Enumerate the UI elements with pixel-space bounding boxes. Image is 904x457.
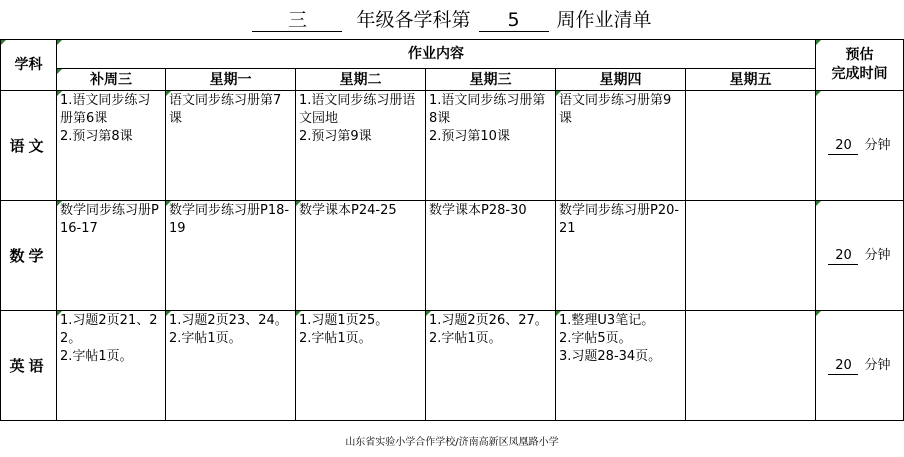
homework-cell <box>426 91 556 201</box>
homework-line: 数学课本P24-25 <box>299 203 397 218</box>
homework-table <box>0 39 904 421</box>
homework-line: 1.习题1页25。 <box>299 313 389 328</box>
estimate-minutes: 20 <box>828 248 858 265</box>
subject-label: 语文 <box>1 91 57 201</box>
homework-cell <box>556 201 686 311</box>
homework-line: 1.语文同步练习册语文园地 <box>299 93 416 126</box>
homework-line: 1.习题2页26、27。 <box>429 313 548 328</box>
estimate-minutes: 20 <box>828 358 858 375</box>
homework-line: 语文同步练习册第7课 <box>169 93 282 126</box>
homework-line: 2.字帖5页。 <box>559 331 632 346</box>
homework-line: 数学同步练习册P18-19 <box>169 203 290 236</box>
homework-line: 2.预习第10课 <box>429 129 510 144</box>
sheet-title <box>0 6 904 34</box>
homework-cell <box>556 311 686 421</box>
week-value: 5 <box>479 9 549 32</box>
homework-cell-empty <box>686 201 816 311</box>
homework-line: 1.语文同步练习册第6课 <box>60 93 151 126</box>
subject-label: 英语 <box>1 311 57 421</box>
homework-cell <box>166 201 296 311</box>
title-text-grade: 年级各学科第 <box>356 9 471 31</box>
header-subject: 学科 <box>1 40 57 91</box>
title-text-week: 周作业清单 <box>556 9 652 31</box>
homework-line: 2.字帖1页。 <box>299 331 372 346</box>
estimate-cell <box>816 201 904 311</box>
day-header: 星期一 <box>166 69 296 91</box>
estimate-unit: 分钟 <box>864 357 891 373</box>
homework-line: 2.预习第9课 <box>299 129 372 144</box>
homework-line: 1.习题2页21、22。 <box>60 313 158 346</box>
estimate-minutes: 20 <box>828 138 858 155</box>
day-header: 星期四 <box>556 69 686 91</box>
homework-cell <box>296 201 426 311</box>
homework-line: 3.习题28-34页。 <box>559 349 662 364</box>
estimate-cell <box>816 91 904 201</box>
homework-cell <box>296 91 426 201</box>
estimate-unit: 分钟 <box>864 247 891 263</box>
homework-cell <box>426 311 556 421</box>
estimate-cell <box>816 311 904 421</box>
homework-cell <box>556 91 686 201</box>
homework-cell <box>296 311 426 421</box>
day-header: 星期三 <box>426 69 556 91</box>
homework-cell <box>57 311 166 421</box>
header-estimate-line2: 完成时间 <box>831 66 888 82</box>
homework-cell <box>166 91 296 201</box>
homework-line: 1.习题2页23、24。 <box>169 313 288 328</box>
estimate-unit: 分钟 <box>864 137 891 153</box>
homework-line: 2.字帖1页。 <box>429 331 502 346</box>
homework-line: 数学同步练习册P16-17 <box>60 203 159 236</box>
header-estimate-line1: 预估 <box>845 47 874 63</box>
table-row-chinese <box>1 91 904 201</box>
grade-value: 三 <box>252 9 342 32</box>
homework-cell-empty <box>686 91 816 201</box>
homework-cell <box>426 201 556 311</box>
homework-line: 数学同步练习册P20-21 <box>559 203 680 236</box>
day-header: 补周三 <box>57 69 166 91</box>
homework-line: 数学课本P28-30 <box>429 203 527 218</box>
homework-cell <box>57 201 166 311</box>
homework-line: 语文同步练习册第9课 <box>559 93 672 126</box>
day-header: 星期二 <box>296 69 426 91</box>
homework-line: 2.字帖1页。 <box>60 349 133 364</box>
homework-line: 1.语文同步练习册第8课 <box>429 93 546 126</box>
header-content-group: 作业内容 <box>57 40 816 69</box>
homework-cell-empty <box>686 311 816 421</box>
day-header: 星期五 <box>686 69 816 91</box>
table-row-english <box>1 311 904 421</box>
homework-line: 1.整理U3笔记。 <box>559 313 655 328</box>
subject-label: 数学 <box>1 201 57 311</box>
homework-cell <box>166 311 296 421</box>
homework-cell <box>57 91 166 201</box>
school-footer: 山东省实验小学合作学校/济南高新区凤凰路小学 <box>345 437 559 448</box>
homework-line: 2.预习第8课 <box>60 129 133 144</box>
table-row-math <box>1 201 904 311</box>
homework-line: 2.字帖1页。 <box>169 331 242 346</box>
header-estimate <box>816 40 904 91</box>
